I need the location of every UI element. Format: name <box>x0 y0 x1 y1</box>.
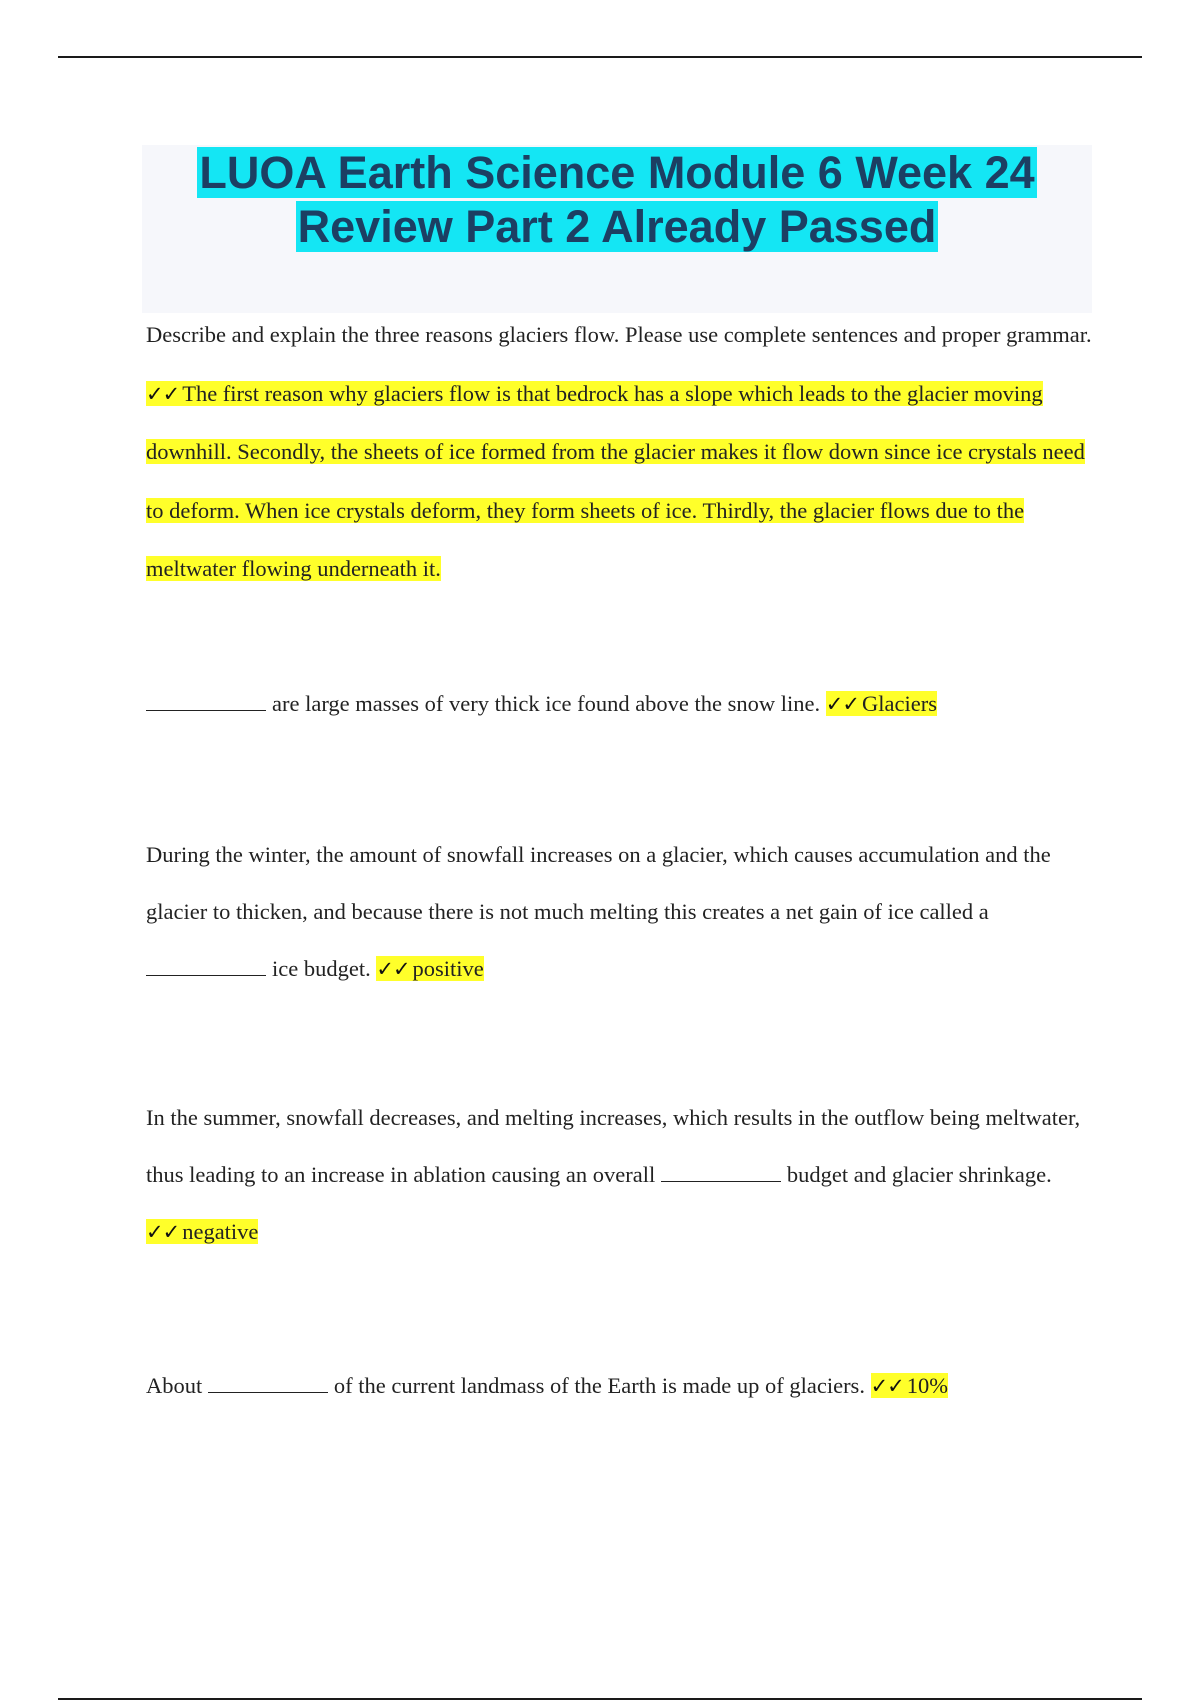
question-5-answer <box>871 1373 948 1398</box>
double-check-icon: ✓✓ <box>376 957 410 981</box>
question-1-prompt: Describe and explain the three reasons glaciers flow. Please use complete sentences and proper grammar. <box>146 322 1092 347</box>
question-2-answer <box>826 691 937 716</box>
title-line-2: Review Part 2 Already Passed <box>297 201 937 252</box>
question-5-answer-text: 10% <box>906 1373 949 1398</box>
question-3 <box>146 826 1096 998</box>
question-5-prompt: About <box>146 1373 203 1398</box>
double-check-icon: ✓✓ <box>146 381 180 406</box>
question-2-answer-text: Glaciers <box>861 691 937 716</box>
double-check-icon: ✓✓ <box>870 1374 904 1398</box>
question-1 <box>146 306 1096 599</box>
question-3-answer-text: positive <box>412 956 484 981</box>
question-3-prompt: During the winter, the amount of snowfall increases on a glacier, which causes accumulation and the glacier to thicken, and because there is not much melting this creates a net gain of ice called a <box>146 842 1051 924</box>
question-3-prompt-end: ice budget. <box>272 956 371 981</box>
question-1-answer-text: The first reason why glaciers flow is that bedrock has a slope which leads to the glacier moving downhill. Secondly, the sheets of ice formed from the glacier makes it flow down since ice crystals need to deform. When ice crystals deform, they form sheets of ice. Thirdly, the glacier flows due to the meltwater flowing underneath it. <box>146 380 1085 581</box>
fill-in-blank <box>208 1374 328 1393</box>
question-4-prompt: In the summer, snowfall decreases, and melting increases, which results in the outflow being meltwater, thus leading to an increase in ablation causing an overall <box>146 1105 1081 1187</box>
question-2-prompt: are large masses of very thick ice found above the snow line. <box>272 691 821 716</box>
page-title <box>142 146 1092 254</box>
fill-in-blank <box>661 1163 781 1182</box>
question-4 <box>146 1089 1096 1261</box>
double-check-icon: ✓✓ <box>146 1220 180 1244</box>
question-4-prompt-end: budget and glacier shrinkage. <box>786 1162 1052 1187</box>
question-5 <box>146 1358 1096 1414</box>
fill-in-blank <box>146 957 266 976</box>
question-4-answer-text: negative <box>182 1219 259 1244</box>
question-3-answer <box>376 956 483 981</box>
question-1-answer <box>146 381 1085 582</box>
top-rule <box>58 56 1142 58</box>
fill-in-blank <box>146 692 266 711</box>
question-4-answer <box>146 1219 258 1244</box>
title-line-1: LUOA Earth Science Module 6 Week 24 <box>199 147 1035 198</box>
question-2 <box>146 676 1096 732</box>
question-5-prompt-end: of the current landmass of the Earth is made up of glaciers. <box>333 1373 865 1398</box>
double-check-icon: ✓✓ <box>825 692 859 716</box>
